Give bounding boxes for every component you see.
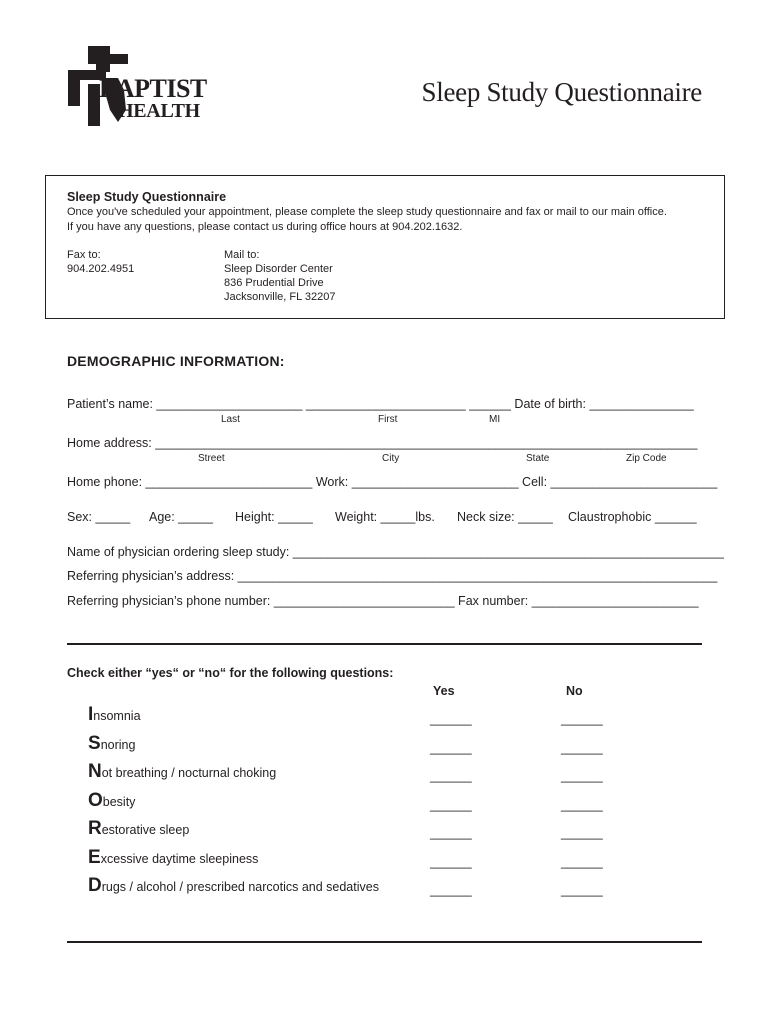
acronym-letter: I bbox=[88, 704, 94, 725]
age-field[interactable]: Age: _____ bbox=[149, 510, 213, 524]
patient-name-field[interactable]: Patient’s name: _____________________ _______________________ ______ Date of birth: _______________ bbox=[67, 397, 694, 411]
question-not-breathing bbox=[88, 761, 276, 783]
height-field[interactable]: Height: _____ bbox=[235, 510, 313, 524]
question-restorative-sleep bbox=[88, 818, 189, 840]
acronym-letter: O bbox=[88, 790, 103, 811]
fax-number: 904.202.4951 bbox=[67, 263, 135, 275]
question-text: nsomnia bbox=[93, 709, 141, 723]
referring-phone-fax-field[interactable]: Referring physician’s phone number: __________________________ Fax number: ________________________ bbox=[67, 594, 699, 608]
acronym-letter: S bbox=[88, 733, 101, 754]
insomnia-no-blank[interactable]: ______ bbox=[561, 712, 603, 726]
question-text: besity bbox=[102, 795, 136, 809]
mail-block bbox=[224, 248, 336, 304]
question-text: noring bbox=[100, 738, 136, 752]
address-sublabel-city: City bbox=[382, 453, 400, 464]
intro-text-line1: Once you've scheduled your appointment, please complete the sleep study questionnaire and fax or mail to our main office. bbox=[67, 206, 667, 218]
phone-fields[interactable]: Home phone: ________________________ Work: ________________________ Cell: ________________________ bbox=[67, 475, 718, 489]
acronym-letter: R bbox=[88, 818, 102, 839]
name-sublabel-last: Last bbox=[221, 414, 240, 425]
excessive-sleepiness-no-blank[interactable]: ______ bbox=[561, 855, 603, 869]
snoring-yes-blank[interactable]: ______ bbox=[430, 741, 472, 755]
question-insomnia bbox=[88, 704, 141, 726]
question-text: ot breathing / nocturnal choking bbox=[101, 766, 277, 780]
intro-text-line2: If you have any questions, please contact us during office hours at 904.202.1632. bbox=[67, 221, 463, 233]
name-sublabel-first: First bbox=[378, 414, 398, 425]
ordering-physician-field[interactable]: Name of physician ordering sleep study: ______________________________________________________________ bbox=[67, 545, 724, 559]
address-sublabel-zip: Zip Code bbox=[626, 453, 667, 464]
fax-block bbox=[67, 248, 134, 276]
document-title: Sleep Study Questionnaire bbox=[421, 77, 702, 107]
snoring-no-blank[interactable]: ______ bbox=[561, 741, 603, 755]
question-excessive-sleepiness bbox=[88, 847, 258, 869]
excessive-sleepiness-yes-blank[interactable]: ______ bbox=[430, 855, 472, 869]
question-text: xcessive daytime sleepiness bbox=[100, 852, 259, 866]
referring-address-field[interactable]: Referring physician’s address: _____________________________________________________________________ bbox=[67, 569, 718, 583]
acronym-letter: D bbox=[88, 875, 102, 896]
question-snoring bbox=[88, 733, 135, 755]
sex-field[interactable]: Sex: _____ bbox=[67, 510, 131, 524]
obesity-no-blank[interactable]: ______ bbox=[561, 798, 603, 812]
insomnia-yes-blank[interactable]: ______ bbox=[430, 712, 472, 726]
name-sublabel-mi: MI bbox=[489, 414, 501, 425]
question-drugs-alcohol bbox=[88, 875, 379, 897]
logo-wordmark-baptist: BAPTIST bbox=[99, 74, 207, 103]
address-sublabel-street: Street bbox=[198, 453, 225, 464]
neck-size-field[interactable]: Neck size: _____ bbox=[457, 510, 553, 524]
claustrophobic-field[interactable]: Claustrophobic ______ bbox=[568, 510, 697, 524]
acronym-letter: N bbox=[88, 761, 102, 782]
obesity-yes-blank[interactable]: ______ bbox=[430, 798, 472, 812]
not-breathing-no-blank[interactable]: ______ bbox=[561, 769, 603, 783]
no-column-header: No bbox=[566, 684, 583, 698]
fax-label: Fax to: bbox=[67, 249, 101, 261]
mail-label: Mail to: bbox=[224, 249, 260, 261]
restorative-sleep-yes-blank[interactable]: ______ bbox=[430, 826, 472, 840]
acronym-letter: E bbox=[88, 847, 101, 868]
question-text: rugs / alcohol / prescribed narcotics and sedatives bbox=[101, 880, 379, 894]
drugs-alcohol-no-blank[interactable]: ______ bbox=[561, 883, 603, 897]
question-obesity bbox=[88, 790, 135, 812]
mail-address-line1: Sleep Disorder Center bbox=[224, 263, 333, 275]
questions-intro: Check either “yes“ or “no“ for the following questions: bbox=[67, 666, 394, 680]
yes-column-header: Yes bbox=[433, 684, 455, 698]
weight-field[interactable]: Weight: _____lbs. bbox=[335, 510, 435, 524]
not-breathing-yes-blank[interactable]: ______ bbox=[430, 769, 472, 783]
demographic-heading: DEMOGRAPHIC INFORMATION: bbox=[67, 353, 285, 369]
mail-address-line3: Jacksonville, FL 32207 bbox=[224, 291, 336, 303]
drugs-alcohol-yes-blank[interactable]: ______ bbox=[430, 883, 472, 897]
intro-title: Sleep Study Questionnaire bbox=[67, 190, 227, 204]
mail-address-line2: 836 Prudential Drive bbox=[224, 277, 324, 289]
section-divider-bottom bbox=[67, 941, 702, 943]
question-text: estorative sleep bbox=[101, 823, 190, 837]
address-sublabel-state: State bbox=[526, 453, 550, 464]
section-divider-top bbox=[67, 643, 702, 645]
restorative-sleep-no-blank[interactable]: ______ bbox=[561, 826, 603, 840]
logo-wordmark-health: HEALTH bbox=[118, 100, 200, 122]
home-address-field[interactable]: Home address: ______________________________________________________________________________ bbox=[67, 436, 698, 450]
